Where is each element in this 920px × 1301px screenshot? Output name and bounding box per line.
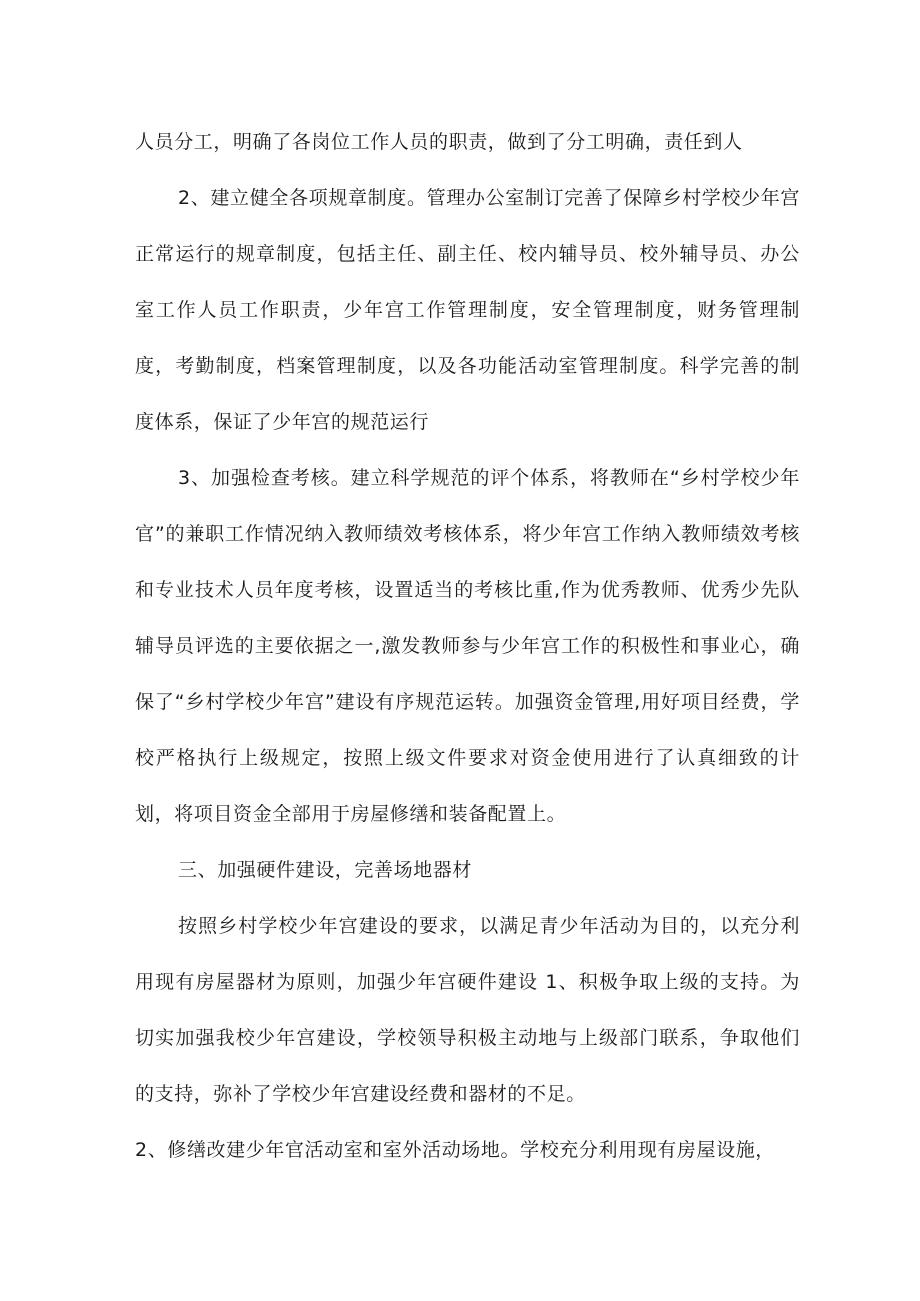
paragraph-hardware-construction: 按照乡村学校少年宫建设的要求，以满足青少年活动为目的，以充分利用现有房屋器材为原则，加强少年宫硬件建设 1、积极争取上级的支持。为切实加强我校少年宫建设，学校领导积极主动地与上级部门联系，争取他们的支持，弥补了学校少年宫建设经费和器材的不足。 (135, 915, 800, 1105)
document-body (135, 114, 800, 1178)
paragraph-inspection-assessment: 3、加强检查考核。建立科学规范的评个体系，将教师在“乡村学校少年官”的兼职工作情况纳入教师绩效考核体系，将少年宫工作纳入教师绩效考核和专业技术人员年度考核，设置适当的考核比重,作为优秀教师、优秀少先队辅导员评选的主要依据之一,激发教师参与少年宫工作的积极性和事业心，确保了“乡村学校少年宫”建设有序规范运转。加强资金管理,用好项目经费，学校严格执行上级规定，按照上级文件要求对资金使用进行了认真细致的计划，将项目资金全部用于房屋修缮和装备配置上。 (135, 467, 800, 825)
paragraph-renovation: 2、修缮改建少年官活动室和室外活动场地。学校充分利用现有房屋设施， (135, 1139, 775, 1161)
paragraph-rules-system: 2、建立健全各项规章制度。管理办公室制订完善了保障乡村学校少年宫正常运行的规章制度，包括主任、副主任、校内辅导员、校外辅导员、办公室工作人员工作职责，少年宫工作管理制度，安全管理制度，财务管理制度，考勤制度，档案管理制度，以及各功能活动室管理制度。科学完善的制度体系，保证了少年宫的规范运行 (135, 187, 800, 433)
section-heading-hardware: 三、加强硬件建设，完善场地器材 (178, 859, 473, 881)
paragraph-staff-division: 人员分工，明确了各岗位工作人员的职责，做到了分工明确，责任到人 (135, 131, 743, 153)
